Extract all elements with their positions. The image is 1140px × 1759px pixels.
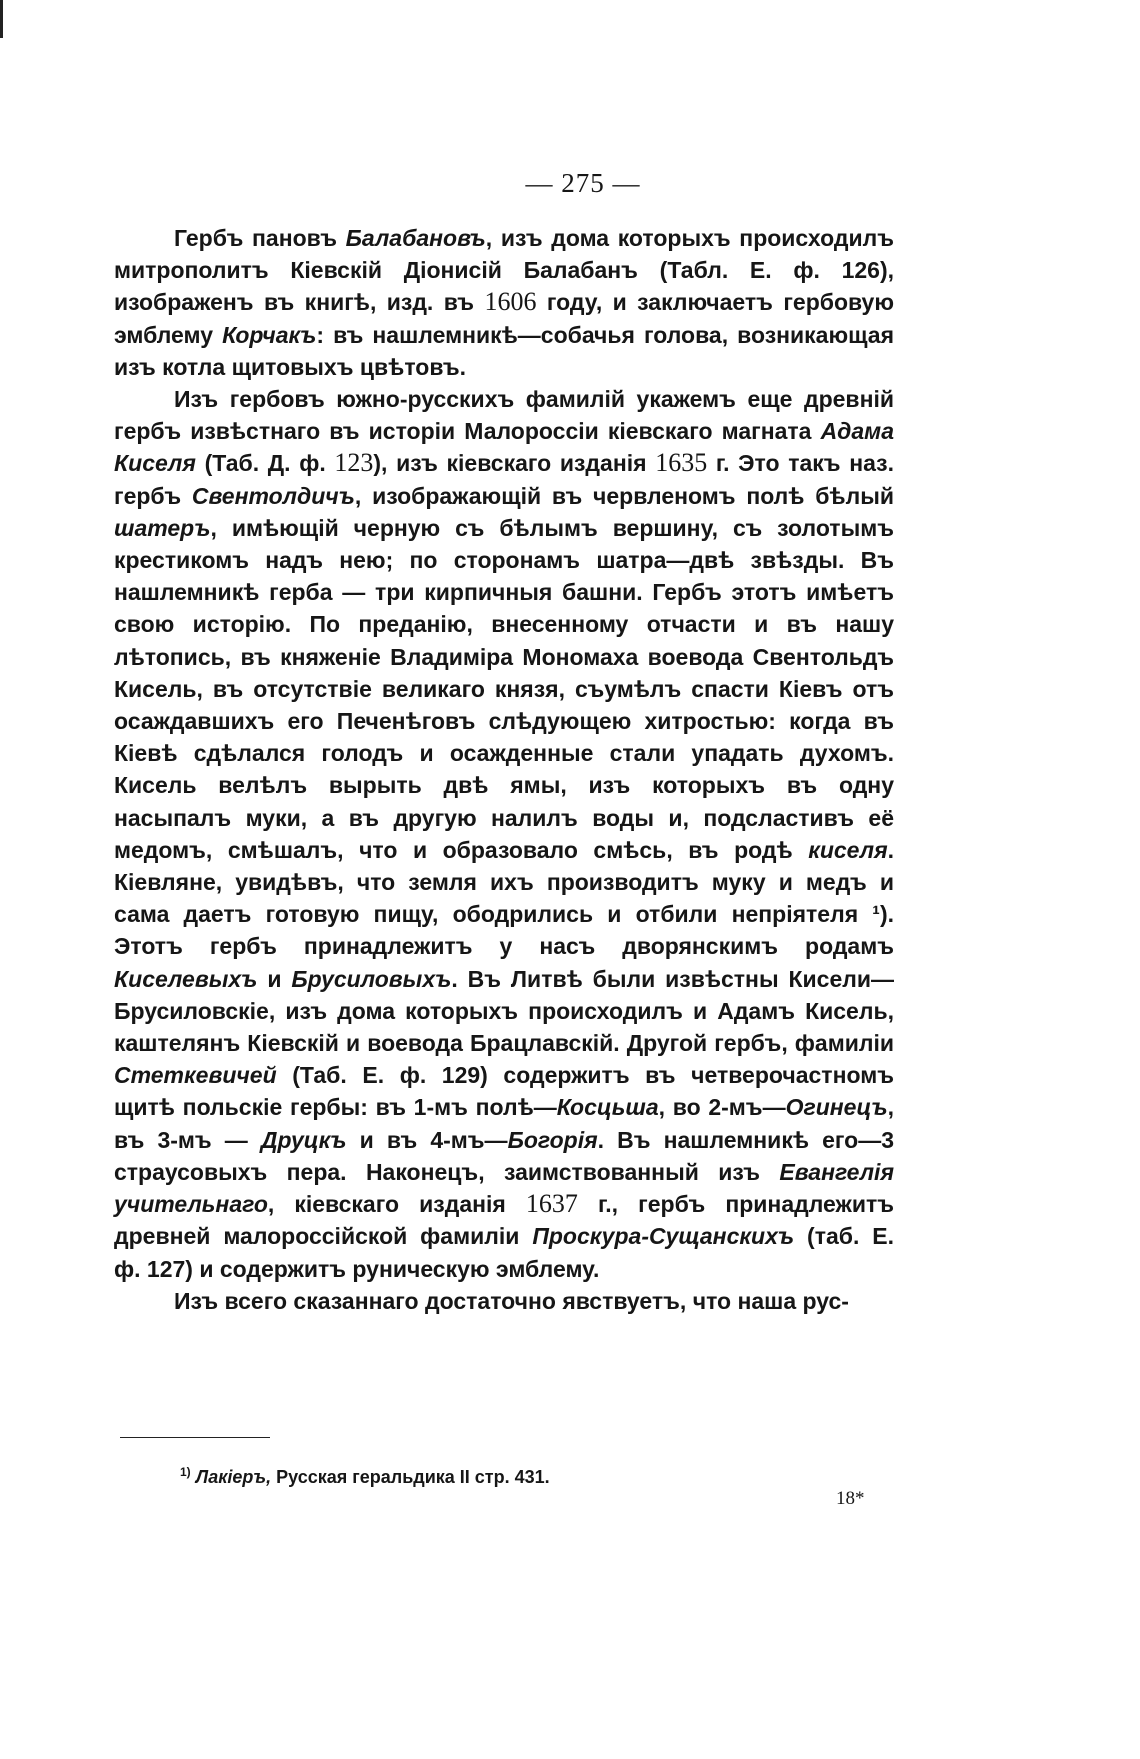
footnote-text: Русская геральдика II стр. 431. <box>271 1467 550 1487</box>
text-segment: (таб. Е. ф. 127) и содержитъ руническую эмблему. <box>114 1223 894 1282</box>
page-number: — 275 — <box>525 168 641 198</box>
text-segment: , имѣющій черную съ бѣлымъ вершину, съ золотымъ крестикомъ надъ нею; по сторонамъ шатра—двѣ звѣзды. Въ нашлемникѣ герба — три кирпичныя башни. Гербъ этотъ имѣетъ свою исторію. По преданію, внесенному отчасти и въ нашу лѣтопись, въ княженіе Владиміра Мономаха воевода Свентольдъ Кисель, въ отсутствіе великаго князя, съумѣлъ спасти Кіевъ отъ осаждавшихъ его Печенѣговъ слѣдующею хитростью: когда въ Кіевѣ сдѣлался голодъ и осажденные стали упадать духомъ. Кисель велѣлъ вырыть двѣ ямы, изъ которыхъ въ одну насыпалъ муки, а въ другую налилъ воды и, подсластивъ её медомъ, смѣшалъ, что и образовало смѣсь, въ родѣ <box>114 514 894 863</box>
text-segment: году, и заключаетъ гербовую эмблему <box>114 289 894 348</box>
footnote <box>180 1465 550 1488</box>
text-segment: . Кіевляне, увидѣвъ, что земля ихъ производитъ муку и медъ и сама даетъ готовую пищу, ободрились и отбили непріятеля ¹). Этотъ гербъ принадлежитъ у насъ дворянскимъ родамъ <box>114 836 894 960</box>
italic-text: Балабановъ <box>345 225 486 251</box>
paragraph <box>114 222 894 383</box>
text-segment: . Въ Литвѣ были извѣстны Кисели—Брусиловскіе, изъ дома которыхъ происходилъ и Адамъ Кисель, каштелянъ Кіевскій и воевода Брацлавскій. Другой гербъ, фамиліи <box>114 965 894 1057</box>
italic-text: Стеткевичей <box>114 1062 277 1089</box>
text-segment: . Въ нашлемникѣ его—3 страусовыхъ пера. Наконецъ, заимствованный изъ <box>114 1126 894 1185</box>
text-segment: , кіевскаго изданія <box>267 1191 526 1218</box>
scan-edge-mark <box>0 0 3 38</box>
text-segment: ), изъ кіевскаго изданія <box>373 450 656 477</box>
text-segment: г. Это такъ наз. гербъ <box>114 450 894 509</box>
text-segment: , въ 3-мъ — <box>114 1094 894 1153</box>
footnote-divider <box>120 1437 270 1438</box>
text-segment: и въ 4-мъ— <box>346 1126 508 1153</box>
footnote-author: Лакіеръ, <box>195 1467 272 1487</box>
text-segment: г., гербъ принадлежитъ древней малороссійской фамиліи <box>114 1191 894 1250</box>
number-text: 1635 <box>655 448 708 478</box>
text-segment: (Таб. Д. ф. <box>195 450 335 477</box>
text-segment: : въ нашлемникѣ—собачья голова, возникающая изъ котла щитовыхъ цвѣтовъ. <box>114 321 894 380</box>
number-text: 1606 <box>484 287 537 317</box>
text-segment: , во 2-мъ— <box>658 1094 786 1121</box>
text-segment: Гербъ пановъ <box>174 225 346 251</box>
italic-text: Корчакъ <box>222 321 317 348</box>
italic-text: Друцкъ <box>260 1126 347 1153</box>
italic-text: шатеръ <box>114 514 211 541</box>
italic-text: Проскура-Сущанскихъ <box>532 1223 795 1250</box>
paragraph <box>114 1285 894 1317</box>
italic-text: Богорія <box>507 1126 598 1153</box>
italic-text: Свентолдичъ <box>191 482 355 509</box>
number-text: 123 <box>334 448 374 478</box>
text-segment: (Таб. Е. ф. 129) содержитъ въ четверочастномъ щитѣ польскіе гербы: въ 1-мъ полѣ— <box>114 1062 894 1121</box>
italic-text: Киселевыхъ <box>114 965 258 992</box>
text-segment: Изъ всего сказаннаго достаточно явствуетъ, что наша рус- <box>174 1287 849 1314</box>
italic-text: Евангелія учительнаго <box>114 1158 894 1218</box>
footnote-marker: 1) <box>180 1465 191 1479</box>
italic-text: Брусиловыхъ <box>291 965 452 992</box>
italic-text: Косцьша <box>556 1094 659 1121</box>
text-segment: , изъ дома которыхъ происходилъ митрополитъ Кіевскій Діонисій Балабанъ (Табл. Е. ф. 126), изображенъ въ книгѣ, изд. въ <box>114 225 895 316</box>
text-segment: , изображающій въ червленомъ полѣ бѣлый <box>354 482 894 509</box>
italic-text: Огинецъ <box>785 1094 888 1121</box>
text-segment: и <box>257 965 292 992</box>
italic-text: Адама Киселя <box>114 418 894 477</box>
text-segment: Изъ гербовъ южно-русскихъ фамилій укажемъ еще древній гербъ извѣстнаго въ исторіи Малороссіи кіевскаго магната <box>114 386 894 445</box>
number-text: 1637 <box>525 1189 578 1219</box>
body-text <box>114 222 894 1317</box>
italic-text: киселя <box>808 836 888 863</box>
paragraph <box>114 383 894 1285</box>
signature-mark: 18* <box>836 1488 865 1509</box>
